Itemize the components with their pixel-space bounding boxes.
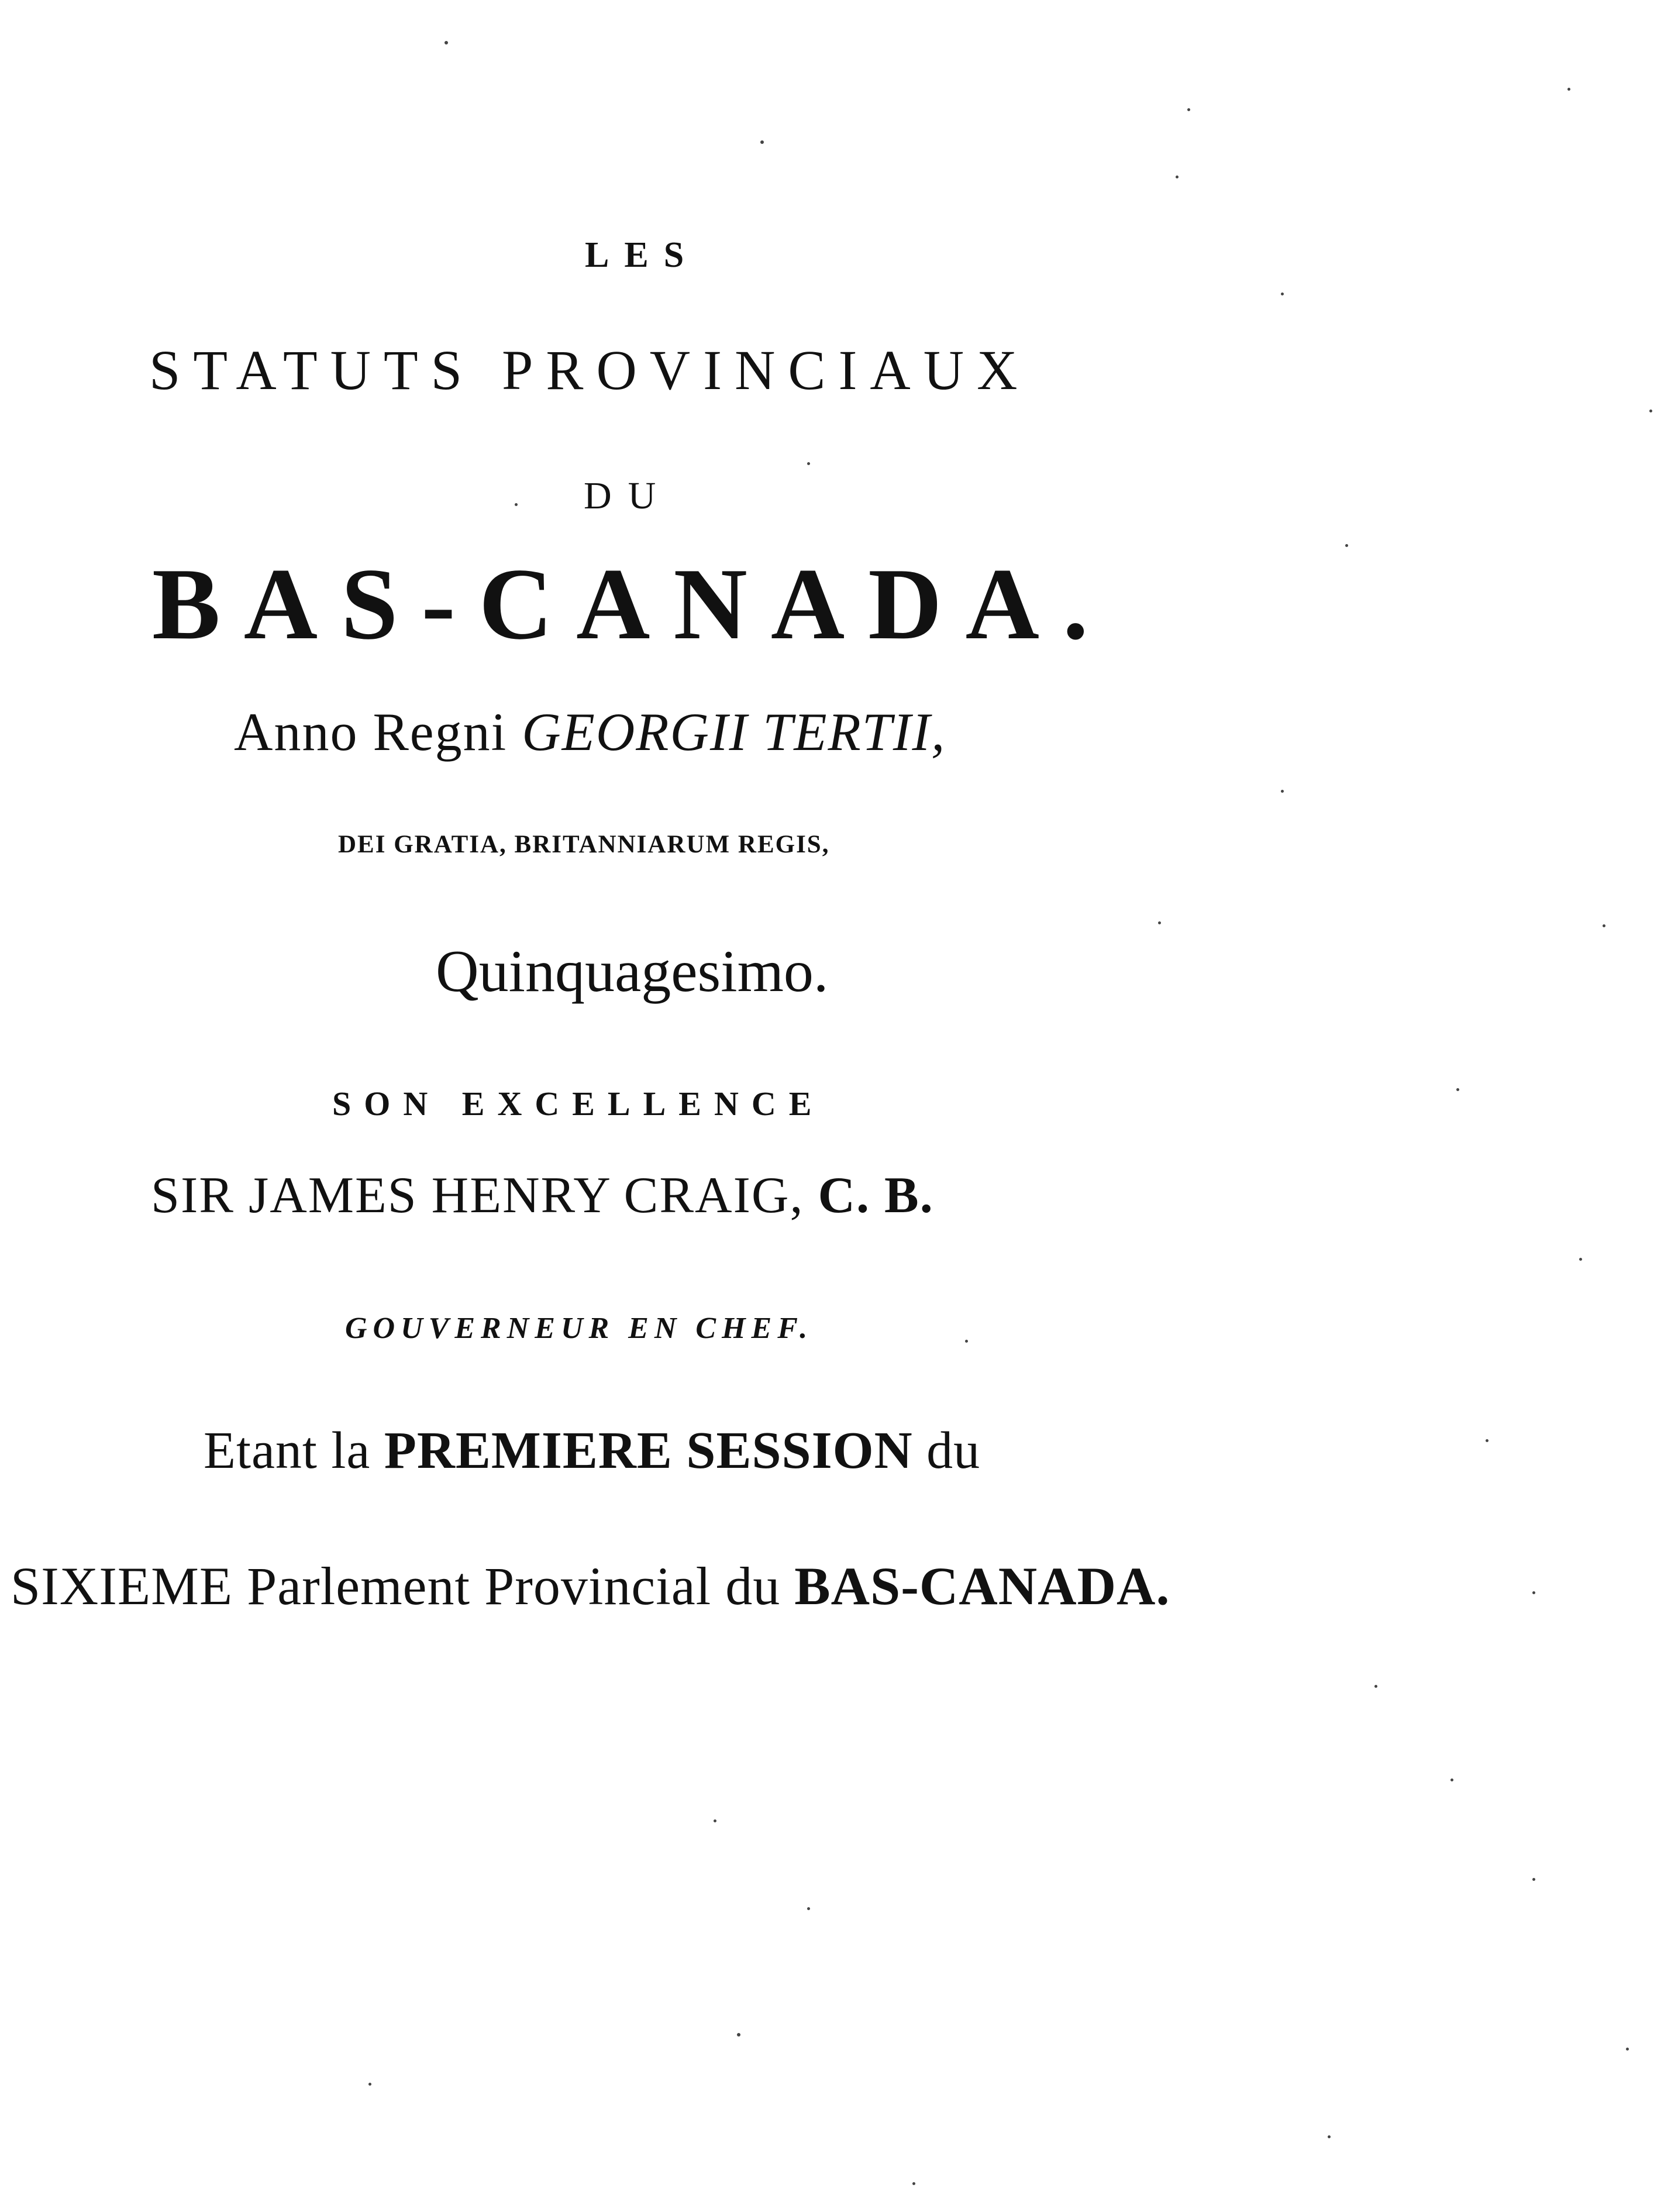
governor-name-line xyxy=(151,1167,934,1224)
paper-speck xyxy=(445,41,448,44)
son-excellence-line: SON EXCELLENCE xyxy=(332,1085,825,1123)
anno-regni-line xyxy=(234,702,946,762)
paper-speck xyxy=(807,462,810,465)
paper-speck xyxy=(1456,1088,1459,1091)
georgii-tertii: GEORGII TERTII, xyxy=(522,702,946,762)
heading-bas-canada: BAS-CANADA. xyxy=(152,547,1112,660)
dei-gratia-line: DEI GRATIA, BRITANNIARUM REGIS, xyxy=(338,831,830,858)
paper-speck xyxy=(1281,790,1284,793)
paper-speck xyxy=(515,503,518,506)
premiere-session: PREMIERE SESSION xyxy=(384,1422,913,1480)
etant-suffix: du xyxy=(912,1422,981,1480)
governor-name: SIR JAMES HENRY CRAIG, xyxy=(151,1167,818,1224)
heading-du: DU xyxy=(584,474,673,517)
paper-speck xyxy=(1187,108,1190,111)
paper-speck xyxy=(1649,410,1652,412)
paper-speck xyxy=(737,2033,740,2036)
sixieme-line xyxy=(11,1556,1170,1616)
parlement-provincial: Parlement Provincial du xyxy=(233,1556,795,1616)
anno-regni-prefix: Anno Regni xyxy=(234,702,522,762)
governor-honours: C. B. xyxy=(818,1167,934,1224)
paper-speck xyxy=(1345,544,1348,547)
paper-speck xyxy=(714,1819,716,1822)
paper-speck xyxy=(1603,924,1605,927)
paper-speck xyxy=(368,2083,371,2086)
paper-speck xyxy=(760,140,764,144)
sixieme-word: SIXIEME xyxy=(11,1556,233,1616)
paper-speck xyxy=(912,2182,915,2185)
paper-speck xyxy=(1281,293,1284,295)
etant-prefix: Etant la xyxy=(204,1422,384,1480)
paper-speck xyxy=(1328,2135,1331,2138)
paper-speck xyxy=(1532,1878,1535,1881)
paper-speck xyxy=(1567,88,1570,91)
etant-line xyxy=(204,1422,981,1480)
paper-speck xyxy=(965,1340,968,1343)
bas-canada-closing: BAS-CANADA. xyxy=(794,1556,1170,1616)
heading-les: LES xyxy=(585,235,700,275)
paper-speck xyxy=(1176,176,1179,178)
paper-speck xyxy=(807,1907,810,1910)
paper-speck xyxy=(1450,1778,1453,1781)
paper-speck xyxy=(1579,1258,1582,1261)
paper-speck xyxy=(1486,1439,1489,1442)
heading-statuts-provinciaux: STATUTS PROVINCIAUX xyxy=(149,339,1031,401)
paper-speck xyxy=(1626,2048,1629,2051)
gouverneur-en-chef-line: GOUVERNEUR EN CHEF. xyxy=(345,1312,814,1345)
paper-speck xyxy=(1374,1685,1377,1688)
quinquagesimo-line: Quinquagesimo. xyxy=(436,938,829,1004)
paper-speck xyxy=(1532,1591,1535,1594)
paper-speck xyxy=(1158,921,1161,924)
